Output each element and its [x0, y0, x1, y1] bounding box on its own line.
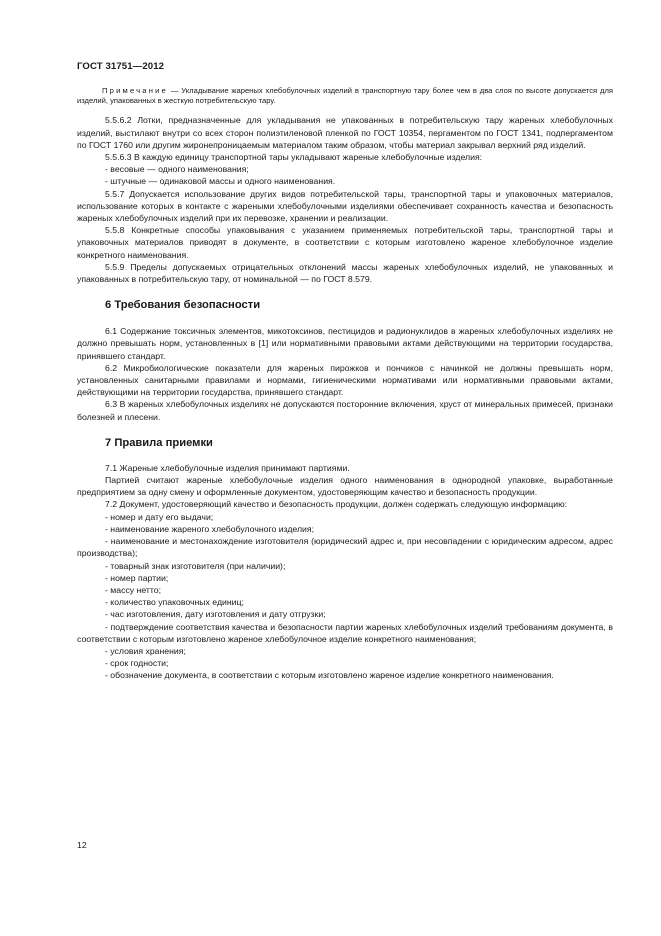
list-item: - наименование жареного хлебобулочного изделия; — [105, 523, 314, 534]
list-item: - количество упаковочных единиц; — [105, 597, 244, 608]
paragraph-5-5-9: 5.5.9 Пределы допускаемых отрицательных отклонений массы жареных хлебобулочных изделий, не упакованных и упакованных в потребительскую тару, от номинальной — по ГОСТ 8.579. — [77, 261, 613, 285]
paragraph-7-1: 7.1 Жареные хлебобулочные изделия принимают партиями. — [105, 462, 350, 473]
page-number: 12 — [77, 840, 87, 850]
paragraph-6-1: 6.1 Содержание токсичных элементов, микотоксинов, пестицидов и радионуклидов в жареных хлебобулочных изделиях не должно превышать норм, установленных в [1] или нормативными правовыми актами действующими на территории государства, принявшего стандарт. — [77, 326, 613, 361]
list-item: - обозначение документа, в соответствии с которым изготовлено жареное изделие конкретного наименования. — [105, 670, 554, 681]
list-item: - весовые — одного наименования; — [105, 164, 249, 175]
list-item: - массу нетто; — [105, 584, 162, 595]
paragraph-5-5-6-3: 5.5.6.3 В каждую единицу транспортной тары укладывают жареные хлебобулочные изделия: — [105, 152, 483, 163]
paragraph-5-5-6-2: 5.5.6.2 Лотки, предназначенные для укладывания не упакованных в потребительскую тару жареных хлебобулочных изделий, выстилают внутри со всех сторон полиэтиленовой пленкой по ГОСТ 10354, пергаментом по ГОСТ 1341, подпергаментом по ГОСТ 1760 или другим жиронепроницаемым материалом таким образом, чтобы материал закрывал верхний ряд изделий. — [77, 115, 613, 150]
paragraph-6-3: 6.3 В жареных хлебобулочных изделиях не допускаются посторонние включения, хруст от минеральных примесей, признаки болезней и плесени. — [77, 399, 613, 422]
document-header: ГОСТ 31751—2012 — [77, 61, 165, 72]
paragraph-lot-definition: Партией считают жареные хлебобулочные изделия одного наименования в однородной упаковке, выработанные предприятием за одну смену и оформленные документом, удостоверяющим качество и безопасность продукции. — [77, 475, 613, 498]
list-item: - номер партии; — [105, 572, 169, 583]
page-content — [77, 86, 613, 682]
paragraph-5-5-7: 5.5.7 Допускается использование других видов потребительской тары, транспортной тары и упаковочных материалов, использование которых в контакте с жареными хлебобулочными изделиями обеспечивает сохранность качества и безопасность жареных хлебобулочных изделий при их перевозке, хранении и реализации. — [77, 188, 613, 224]
paragraph-6-2: 6.2 Микробиологические показатели для жареных пирожков и пончиков с начинкой не должны превышать норм, установленных санитарными правилами и нормами, гигиеническими нормативами или нормативными правовыми актами, действующими на территории государства, принявшего стандарт. — [77, 362, 613, 398]
list-item: - товарный знак изготовителя (при наличии); — [105, 560, 286, 571]
list-item: - подтверждение соответствия качества и безопасности партии жареных хлебобулочных изделий требованиям документа, в соответствии с которым изготовлено жареное хлебобулочное изделие конкретного наименования; — [77, 621, 613, 644]
list-item: - номер и дату его выдачи; — [105, 511, 214, 522]
paragraph-5-5-8: 5.5.8 Конкретные способы упаковывания с указанием применяемых потребительской тары, транспортной тары и упаковочных материалов приводят в документе, в соответствии с которым изготовлено жареное хлебобулочное изделие конкретного наименования. — [77, 225, 613, 260]
list-item: - наименование и местонахождение изготовителя (юридический адрес и, при несовпадении с юридическим адресом, адрес производства); — [77, 536, 613, 559]
paragraph-7-2: 7.2 Документ, удостоверяющий качество и безопасность продукции, должен содержать следующую информацию: — [105, 499, 568, 510]
note-text: — Укладывание жареных хлебобулочных изделий в транспортную тару более чем в два слоя по высоте допускается для изделий, упакованных в жесткую потребительскую тару. — [77, 86, 613, 106]
note-label: Примечание — [102, 86, 168, 95]
note — [77, 86, 613, 106]
list-item: - условия хранения; — [105, 645, 186, 656]
section-7-heading: 7 Правила приемки — [105, 436, 213, 449]
list-item: - час изготовления, дату изготовления и дату отгрузки; — [105, 609, 326, 620]
section-6-heading: 6 Требования безопасности — [105, 299, 261, 312]
list-item: - срок годности; — [105, 658, 169, 669]
list-item: - штучные — одинаковой массы и одного наименования. — [105, 176, 336, 187]
